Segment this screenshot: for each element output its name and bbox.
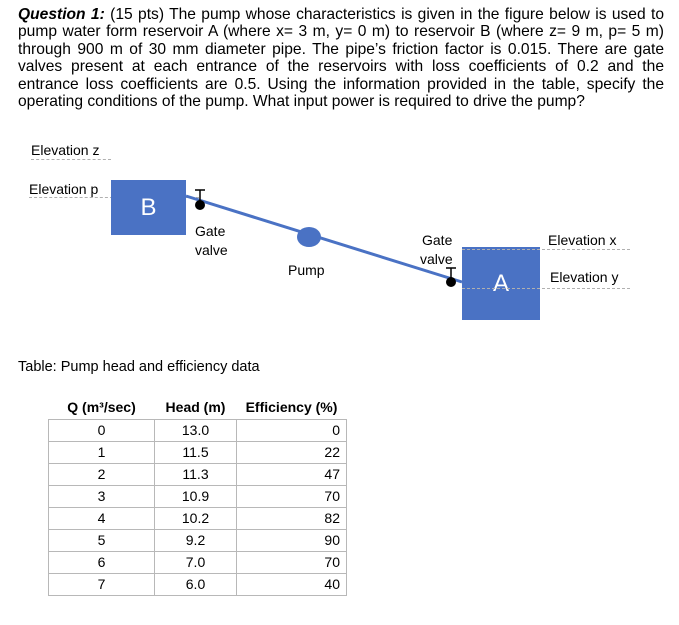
table-row	[49, 574, 347, 596]
gate-valve-right-label-1: Gate	[422, 232, 453, 248]
table-caption: Table: Pump head and efficiency data	[18, 359, 260, 375]
cell-head: 7.0	[155, 552, 237, 574]
cell-head: 11.3	[155, 464, 237, 486]
cell-q: 2	[49, 464, 155, 486]
gate-valve-right-label-2: valve	[420, 251, 453, 267]
cell-q: 6	[49, 552, 155, 574]
cell-q: 3	[49, 486, 155, 508]
elevation-z-label: Elevation z	[31, 142, 100, 158]
gate-valve-left-label-1: Gate	[195, 223, 226, 239]
cell-efficiency: 82	[237, 508, 347, 530]
elevation-p-label: Elevation p	[29, 181, 99, 197]
cell-efficiency: 70	[237, 486, 347, 508]
cell-q: 1	[49, 442, 155, 464]
table-row	[49, 486, 347, 508]
cell-efficiency: 47	[237, 464, 347, 486]
cell-head: 10.9	[155, 486, 237, 508]
cell-efficiency: 70	[237, 552, 347, 574]
header-efficiency: Efficiency (%)	[237, 396, 347, 420]
question-body: (15 pts) The pump whose characteristics is given in the figure below is used to pump water form reservoir A (where x= 3 m, y= 0 m) to reservoir B (where z= 9 m, p= 5 m) through 900 m of 30 mm diameter pipe. The pipe’s friction factor is 0.015. There are gate valves present at each entrance of the reservoirs with loss coefficients of 0.2 and the entrance loss coefficients are 0.5. Using the information provided in the table, specify the operating conditions of the pump. What input power is required to drive the pump?	[18, 6, 665, 111]
elevation-x-line	[462, 249, 630, 250]
table-row	[49, 552, 347, 574]
header-q: Q (m³/sec)	[49, 396, 155, 420]
elevation-y-line	[462, 288, 630, 289]
cell-efficiency: 90	[237, 530, 347, 552]
table-header-row	[49, 396, 347, 420]
pump-label: Pump	[288, 262, 325, 278]
header-head: Head (m)	[155, 396, 237, 420]
cell-efficiency: 22	[237, 442, 347, 464]
table-row	[49, 464, 347, 486]
pump-data-table	[48, 396, 347, 596]
cell-head: 13.0	[155, 420, 237, 442]
cell-head: 10.2	[155, 508, 237, 530]
cell-head: 9.2	[155, 530, 237, 552]
cell-q: 0	[49, 420, 155, 442]
reservoir-a	[462, 247, 540, 320]
reservoir-a-label: A	[492, 269, 509, 297]
cell-q: 4	[49, 508, 155, 530]
cell-efficiency: 0	[237, 420, 347, 442]
question-label: Question 1:	[18, 6, 105, 23]
cell-q: 5	[49, 530, 155, 552]
cell-head: 6.0	[155, 574, 237, 596]
reservoir-b-label: B	[140, 193, 157, 221]
table-row	[49, 508, 347, 530]
cell-q: 7	[49, 574, 155, 596]
cell-efficiency: 40	[237, 574, 347, 596]
table-row	[49, 530, 347, 552]
cell-head: 11.5	[155, 442, 237, 464]
pump-icon	[297, 227, 321, 247]
gate-valve-left-label-2: valve	[195, 242, 228, 258]
elevation-y-label: Elevation y	[550, 269, 619, 285]
table-row	[49, 442, 347, 464]
table-row	[49, 420, 347, 442]
elevation-x-label: Elevation x	[548, 232, 617, 248]
